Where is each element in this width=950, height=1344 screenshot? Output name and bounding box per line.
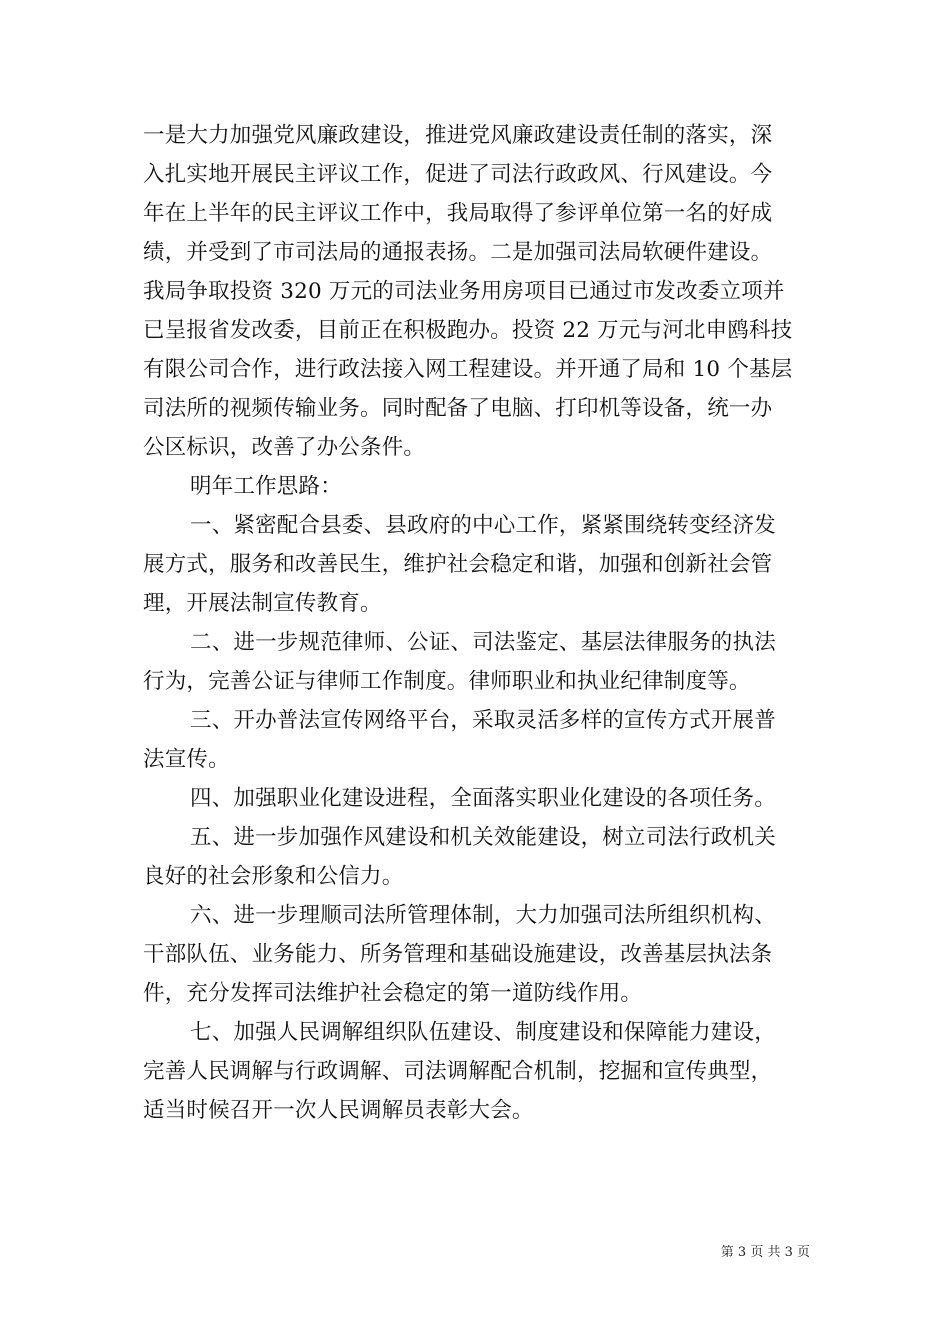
text-line: 五、进一步加强作风建设和机关效能建设，树立司法行政机关	[190, 825, 776, 850]
text-line: 一、紧密配合县委、县政府的中心工作，紧紧围绕转变经济发	[190, 513, 776, 538]
text-line: 四、加强职业化建设进程，全面落实职业化建设的各项任务。	[190, 786, 776, 811]
text-line: 六、进一步理顺司法所管理体制，大力加强司法所组织机构、	[190, 903, 776, 928]
text-line: 入扎实地开展民主评议工作，促进了司法行政政风、行风建设。今	[143, 162, 773, 187]
text-line: 行为，完善公证与律师工作制度。律师职业和执业纪律制度等。	[143, 669, 751, 694]
text-line: 有限公司合作，进行政法接入网工程建设。并开通了局和 10 个基层	[143, 357, 793, 382]
text-line: 司法所的视频传输业务。同时配备了电脑、打印机等设备，统一办	[143, 396, 773, 421]
text-line: 三、开办普法宣传网络平台，采取灵活多样的宣传方式开展普	[190, 708, 776, 733]
text-line: 展方式，服务和改善民生，维护社会稳定和谐，加强和创新社会管	[143, 552, 773, 577]
document-body	[143, 116, 811, 1130]
text-line: 法宣传。	[143, 747, 230, 772]
text-line: 年在上半年的民主评议工作中，我局取得了参评单位第一名的好成	[143, 201, 773, 226]
text-line: 干部队伍、业务能力、所务管理和基础设施建设，改善基层执法条	[143, 942, 773, 967]
section-heading: 明年工作思路：	[190, 474, 342, 499]
text-line: 二、进一步规范律师、公证、司法鉴定、基层法律服务的执法	[190, 630, 776, 655]
text-line: 七、加强人民调解组织队伍建设、制度建设和保障能力建设，	[190, 1020, 776, 1045]
text-line: 理，开展法制宣传教育。	[143, 591, 382, 616]
text-line: 我局争取投资 320 万元的司法业务用房项目已通过市发改委立项并	[143, 279, 785, 304]
text-line: 一是大力加强党风廉政建设，推进党风廉政建设责任制的落实，深	[143, 123, 773, 148]
text-line: 绩，并受到了市司法局的通报表扬。二是加强司法局软硬件建设。	[143, 240, 773, 265]
text-line: 已呈报省发改委，目前正在积极跑办。投资 22 万元与河北申鸥科技	[143, 318, 793, 343]
text-line: 完善人民调解与行政调解、司法调解配合机制，挖掘和宣传典型，	[143, 1059, 773, 1084]
text-line: 公区标识，改善了办公条件。	[143, 435, 426, 460]
text-line: 件，充分发挥司法维护社会稳定的第一道防线作用。	[143, 981, 643, 1006]
page-number: 第 3 页 共 3 页	[720, 1245, 810, 1260]
text-line: 适当时候召开一次人民调解员表彰大会。	[143, 1098, 534, 1123]
text-line: 良好的社会形象和公信力。	[143, 864, 404, 889]
